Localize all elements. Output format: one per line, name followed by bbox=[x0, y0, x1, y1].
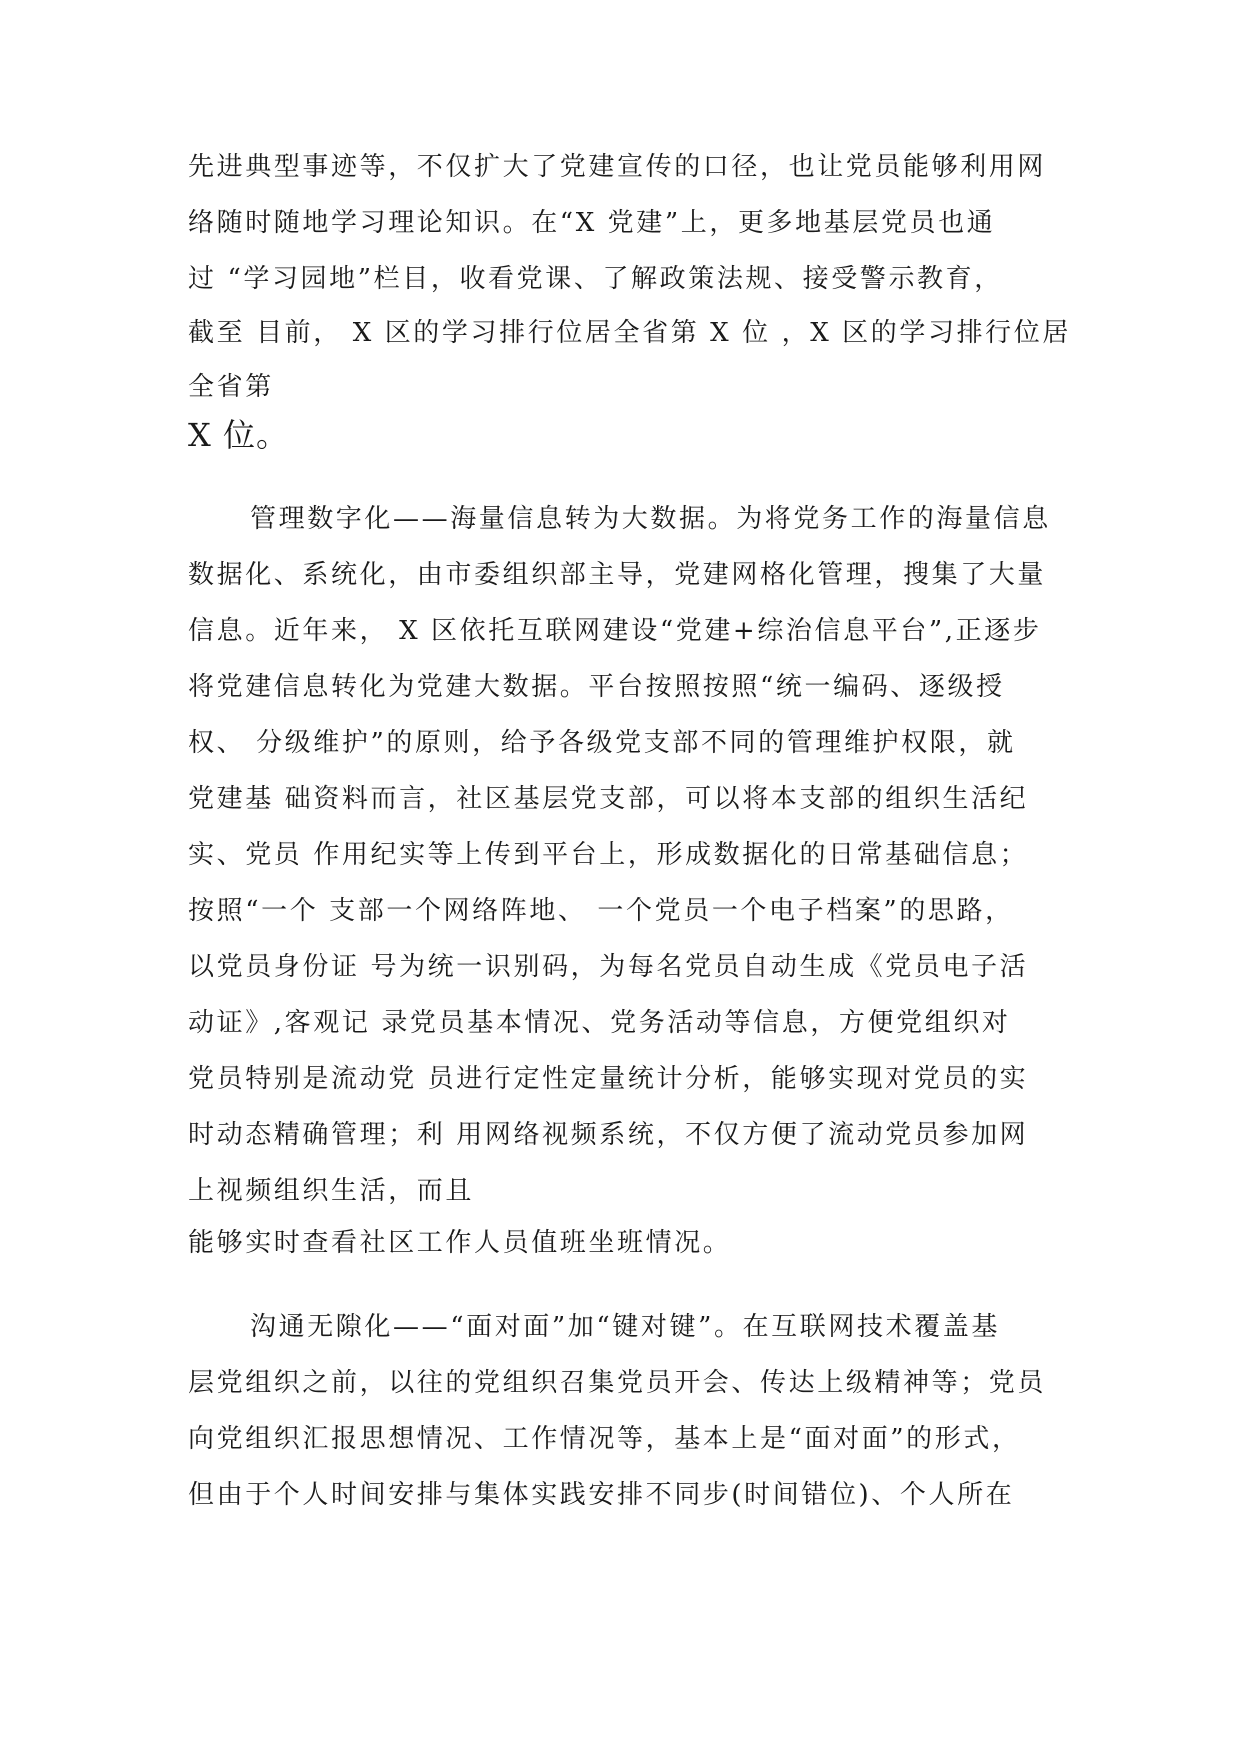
text-line: 数据化、系统化，由市委组织部主导，党建网格化管理，搜集了大量 bbox=[188, 560, 1047, 590]
text-line: 信息。近年来， X 区依托互联网建设“党建+综治信息平台”,正逐步 bbox=[188, 616, 1042, 646]
text-line: 时动态精确管理；利 用网络视频系统，不仅方便了流动党员参加网 bbox=[188, 1120, 1029, 1150]
text-line: 但由于个人时间安排与集体实践安排不同步(时间错位)、个人所在 bbox=[188, 1480, 1015, 1510]
text-line: 络随时随地学习理论知识。在“X 党建”上，更多地基层党员也通 bbox=[188, 208, 996, 238]
text-line: 层党组织之前，以往的党组织召集党员开会、传达上级精神等；党员 bbox=[188, 1368, 1047, 1398]
text-line: 动证》,客观记 录党员基本情况、党务活动等信息，方便党组织对 bbox=[188, 1008, 1011, 1038]
text-line: 按照“一个 支部一个网络阵地、 一个党员一个电子档案”的思路， bbox=[188, 896, 1014, 926]
text-line: 以党员身份证 号为统一识别码，为每名党员自动生成《党员电子活 bbox=[188, 952, 1029, 982]
text-line: 党建基 础资料而言，社区基层党支部，可以将本支部的组织生活纪 bbox=[188, 784, 1029, 814]
text-line: 将党建信息转化为党建大数据。平台按照按照“统一编码、逐级授 bbox=[188, 672, 1005, 702]
paragraph-heading-communication: 沟通无隙化——“面对面”加“键对键”。在互联网技术覆盖基 bbox=[250, 1312, 1000, 1342]
text-line: 截至 目前， X 区的学习排行位居全省第 X 位 ，X 区的学习排行位居 bbox=[188, 318, 1071, 348]
text-line: 党员特别是流动党 员进行定性定量统计分析，能够实现对党员的实 bbox=[188, 1064, 1029, 1094]
text-line: 过 “学习园地”栏目，收看党课、了解政策法规、接受警示教育， bbox=[188, 264, 1003, 294]
text-line: 全省第 bbox=[188, 372, 274, 402]
text-line: 先进典型事迹等，不仅扩大了党建宣传的口径，也让党员能够利用网 bbox=[188, 152, 1047, 182]
text-line: 能够实时查看社区工作人员值班坐班情况。 bbox=[188, 1228, 732, 1258]
text-line: 实、党员 作用纪实等上传到平台上，形成数据化的日常基础信息； bbox=[188, 840, 1029, 870]
text-line: 权、 分级维护”的原则，给予各级党支部不同的管理维护权限，就 bbox=[188, 728, 1016, 758]
text-line: 上视频组织生活，而且 bbox=[188, 1176, 475, 1206]
text-line: 向党组织汇报思想情况、工作情况等，基本上是“面对面”的形式， bbox=[188, 1424, 1021, 1454]
paragraph-heading-management: 管理数字化——海量信息转为大数据。为将党务工作的海量信息 bbox=[250, 504, 1051, 534]
text-line: X 位。 bbox=[188, 416, 289, 454]
